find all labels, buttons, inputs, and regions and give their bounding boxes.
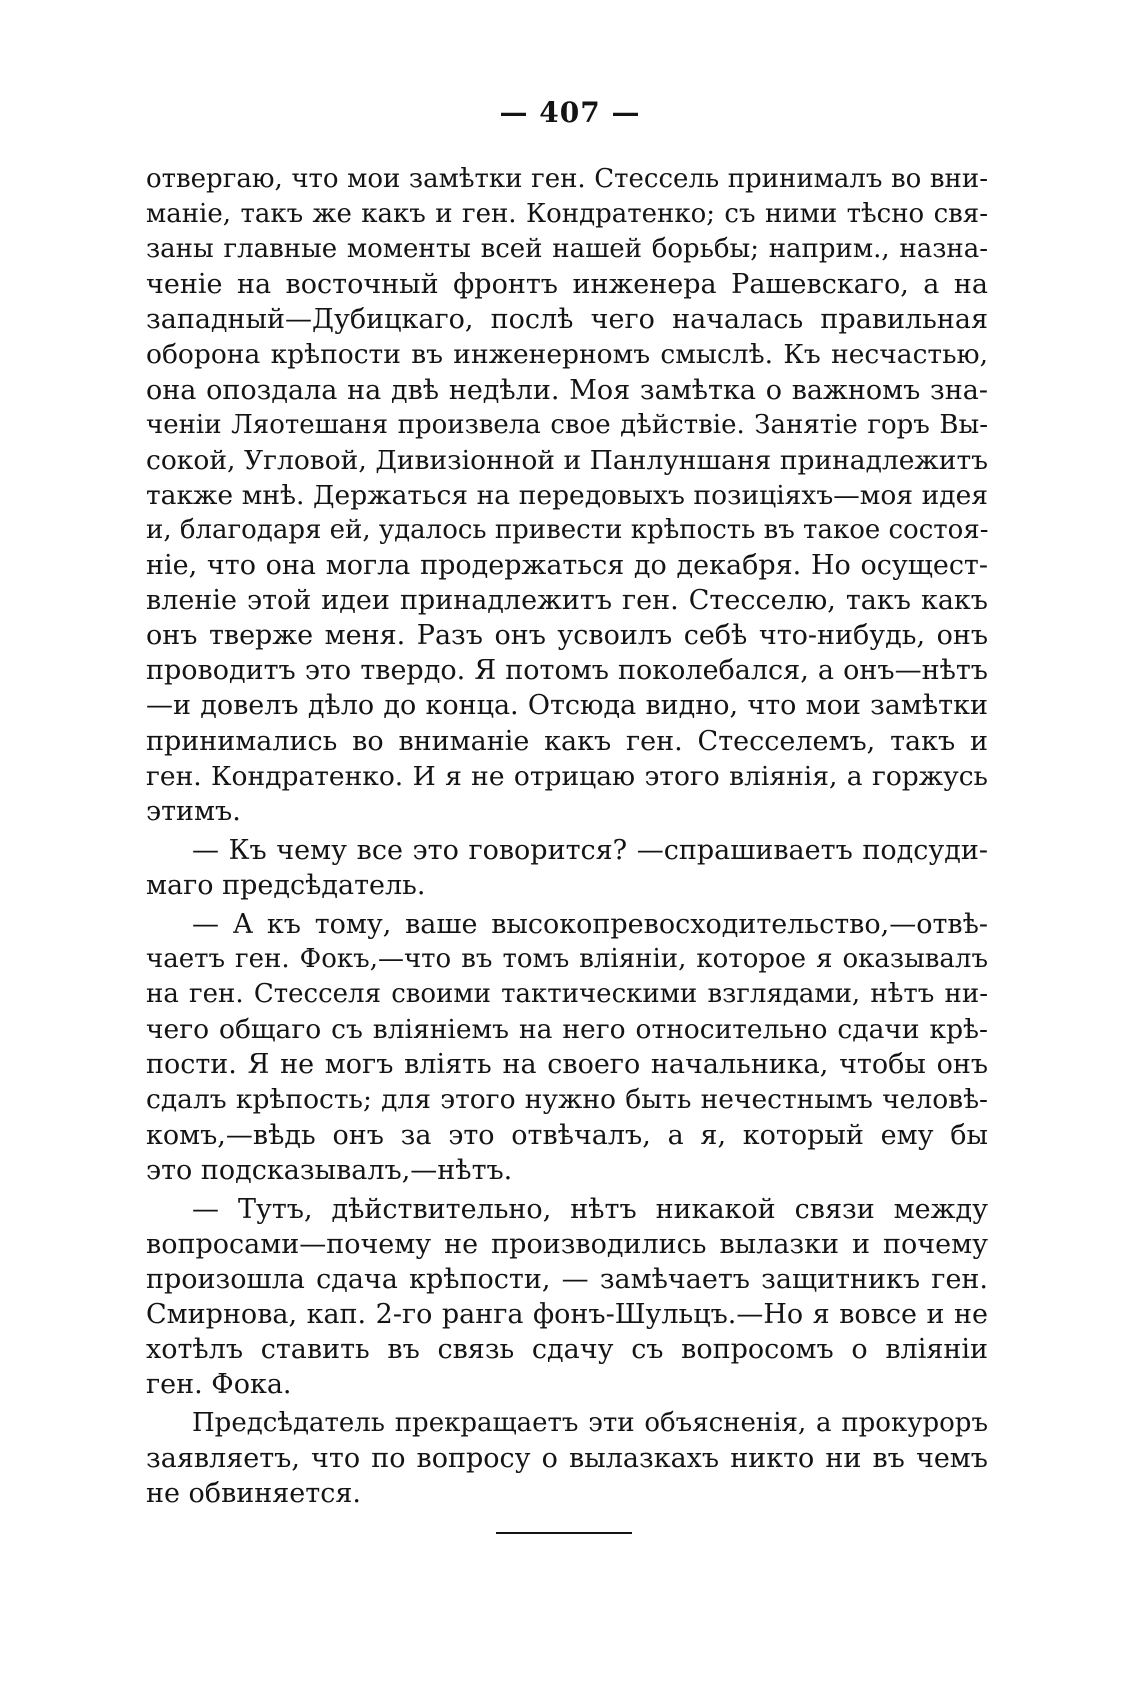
paragraph — [146, 907, 988, 1188]
text-line: пости. Я не могъ вліять на своего начальника, чтобы онъ — [146, 1049, 988, 1081]
text-line: отвергаю, что мои замѣтки ген. Стессель принималъ во вни- — [146, 164, 988, 194]
text-line: —и довелъ дѣло до конца. Отсюда видно, что мои замѣтки — [146, 690, 988, 722]
text-line: вленіе этой идеи принадлежитъ ген. Стесселю, такъ какъ — [146, 585, 988, 617]
text-line: не обвиняется. — [146, 1478, 361, 1510]
text-line: ченіе на восточный фронтъ инженера Рашевскаго, а на — [146, 269, 988, 301]
text-line: маніе, такъ же какъ и ген. Кондратенко; съ ними тѣсно свя- — [146, 199, 988, 230]
text-line: и, благодаря ей, удалось привести крѣпость въ такое состоя- — [146, 514, 989, 545]
text-line: оборона крѣпости въ инженерномъ смыслѣ. Къ несчастью, — [146, 339, 988, 371]
text-line: Смирнова, кап. 2-го ранга фонъ-Шульцъ.—Но я вовсе и не — [146, 1299, 988, 1330]
section-end-rule — [496, 1532, 632, 1534]
text-line: вопросами—почему не производились вылазки и почему — [146, 1228, 988, 1260]
text-line: сокой, Угловой, Дивизіонной и Панлуншаня принадлежитъ — [146, 444, 988, 476]
paragraph — [146, 1192, 988, 1403]
text-line: это подсказывалъ,—нѣтъ. — [146, 1154, 513, 1186]
text-line: — Тутъ, дѣйствительно, нѣтъ никакой связи между — [192, 1193, 988, 1225]
text-line: западный—Дубицкаго, послѣ чего началась правильная — [146, 304, 988, 336]
text-line: она опоздала на двѣ недѣли. Моя замѣтка о важномъ зна- — [146, 374, 988, 406]
text-line: чаетъ ген. Фокъ,—что въ томъ вліяніи, которое я оказывалъ — [146, 944, 988, 975]
page-number: — 407 — — [499, 96, 641, 129]
text-line: онъ тверже меня. Разъ онъ усвоилъ себѣ что-нибудь, онъ — [146, 620, 988, 652]
text-line: ген. Фока. — [146, 1369, 292, 1401]
text-line: ген. Кондратенко. И я не отрицаю этого вліянія, а горжусь — [146, 760, 988, 792]
paragraph — [146, 833, 988, 903]
text-line: заявляетъ, что по вопросу о вылазкахъ никто ни въ чемъ — [146, 1443, 988, 1475]
text-line: ніе, что она могла продержаться до декабря. Но осущест- — [146, 550, 988, 582]
text-line: — Къ чему все это говорится? —спрашиваетъ подсуди- — [192, 834, 988, 866]
text-line: произошла сдача крѣпости, — замѣчаетъ защитникъ ген. — [146, 1263, 988, 1295]
text-line: этимъ. — [146, 795, 241, 827]
paragraph — [146, 162, 988, 829]
text-line: чего общаго съ вліяніемъ на него относительно сдачи крѣ- — [146, 1014, 988, 1046]
text-line: проводитъ это твердо. Я потомъ поколебался, а онъ—нѣтъ — [146, 655, 988, 687]
text-line: также мнѣ. Держаться на передовыхъ позиціяхъ—моя идея — [146, 479, 988, 511]
text-line: на ген. Стесселя своими тактическими взглядами, нѣтъ ни- — [146, 979, 988, 1010]
text-line: маго предсѣдатель. — [146, 869, 426, 901]
paragraph — [146, 1406, 988, 1511]
text-line: сдалъ крѣпость; для этого нужно быть нечестнымъ человѣ- — [146, 1084, 988, 1116]
text-line: хотѣлъ ставить въ связь сдачу съ вопросомъ о вліяніи — [146, 1334, 988, 1366]
body-text — [146, 162, 988, 1512]
text-line: — А къ тому, ваше высокопревосходительство,—отвѣ- — [192, 908, 988, 940]
text-line: заны главные моменты всей нашей борьбы; наприм., назна- — [146, 234, 988, 265]
text-line: комъ,—вѣдь онъ за это отвѣчалъ, а я, который ему бы — [146, 1119, 988, 1151]
text-line: принимались во вниманіе какъ ген. Стесселемъ, такъ и — [146, 725, 988, 757]
text-line: Предсѣдатель прекращаетъ эти объясненія, а прокуроръ — [192, 1408, 988, 1439]
text-line: ченіи Ляотешаня произвела свое дѣйствіе. Занятіе горъ Вы- — [146, 409, 988, 440]
